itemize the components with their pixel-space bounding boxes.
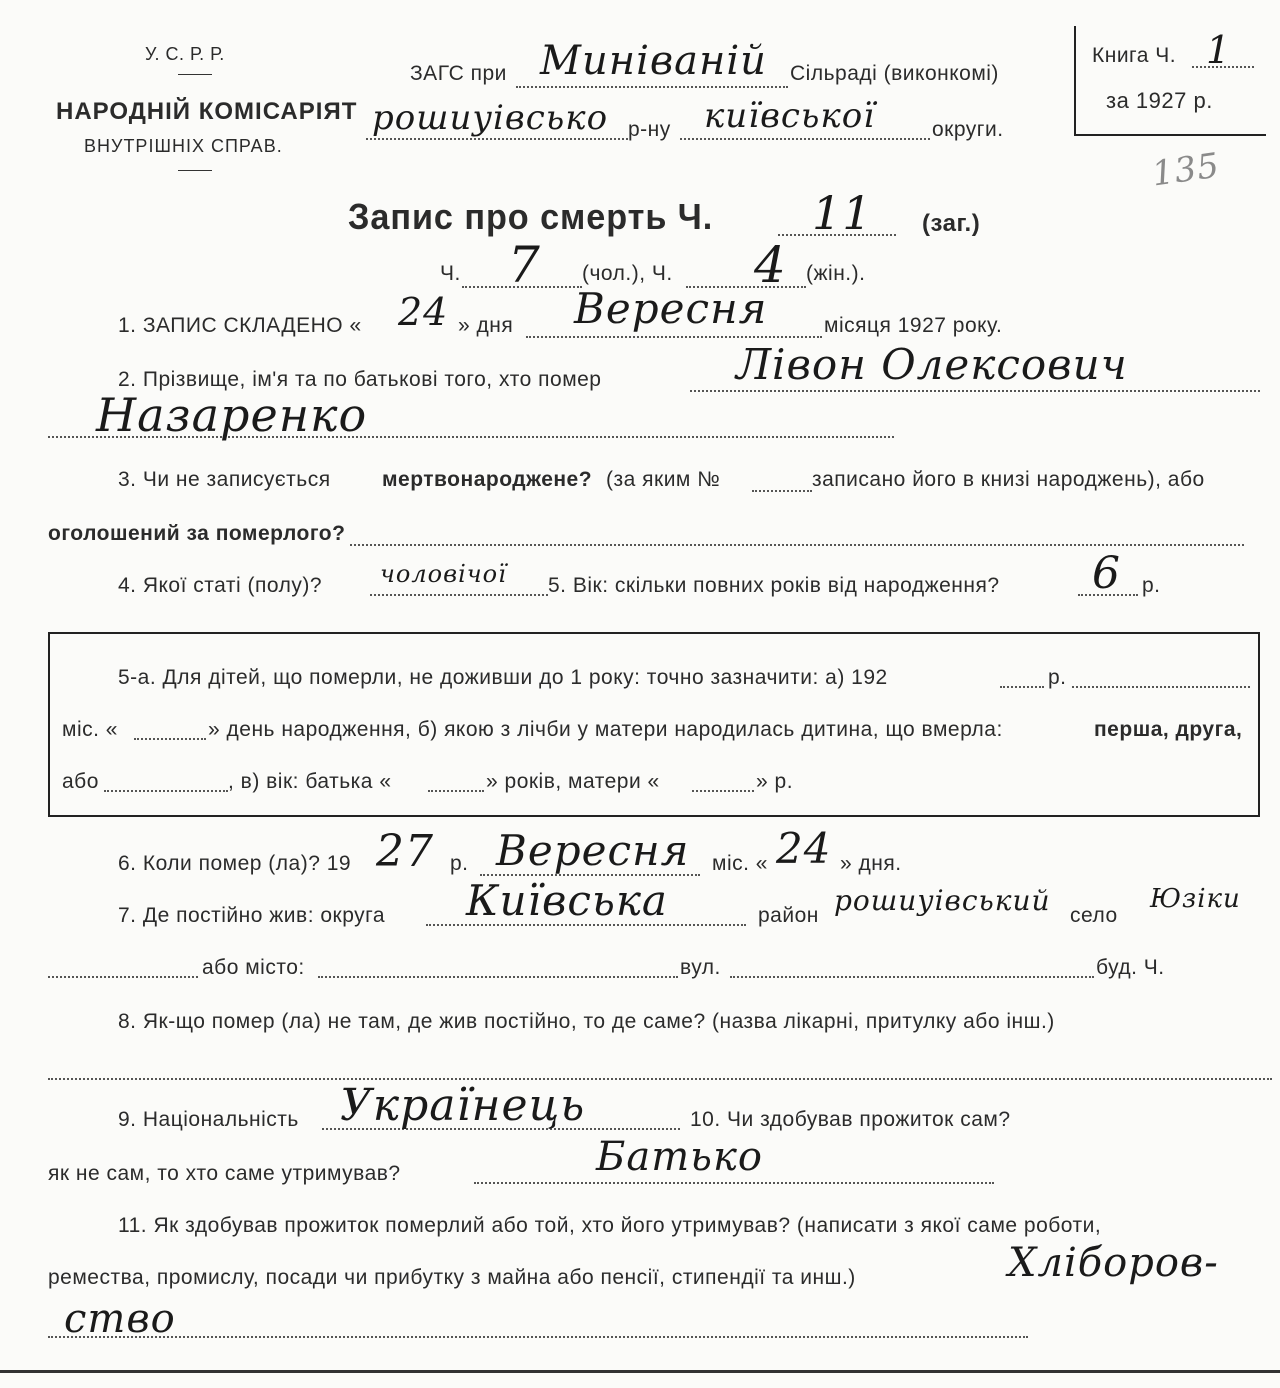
item11-handwritten-2: ство xyxy=(64,1296,176,1342)
item3-number-line xyxy=(752,490,812,492)
item11-line1: 11. Як здобував прожиток померлий або той, хто його утримував? (написати з якої саме роботи, xyxy=(118,1214,1102,1237)
item7-label: 7. Де постійно жив: округа xyxy=(118,904,386,927)
item2-name-line xyxy=(690,390,1260,392)
header-divider-2 xyxy=(178,170,212,171)
item10-question-b: як не сам, то хто саме утримував? xyxy=(48,1162,401,1185)
book-label: Книга Ч. xyxy=(1092,44,1177,67)
item2-name-handwritten: Лівон Олексович xyxy=(736,340,1128,389)
book-number-handwritten: 1 xyxy=(1206,28,1232,72)
item5a-line1-tail xyxy=(1072,686,1250,688)
item7-village-label: село xyxy=(1070,904,1118,927)
item8-line xyxy=(48,1078,1272,1080)
item1-month-line xyxy=(526,336,822,338)
item3-declared: оголошений за померлого? xyxy=(48,522,346,545)
item6-day-handwritten: 24 xyxy=(776,824,832,873)
item3-declared-line xyxy=(350,544,1244,546)
title-female-handwritten: 4 xyxy=(754,236,787,294)
item10-support-line xyxy=(474,1182,994,1184)
item5a-or-line xyxy=(104,790,228,792)
bottom-rule xyxy=(0,1370,1280,1373)
book-year: за 1927 р. xyxy=(1106,88,1213,113)
zags-okruga-line xyxy=(680,138,930,140)
item5a-line3-a: або xyxy=(62,770,99,793)
item11-line2: ремества, промислу, посади чи прибутку з майна або пенсії, стипендії та инш.) xyxy=(48,1266,856,1289)
item11-handwritten-1: Хліборов- xyxy=(1008,1240,1219,1286)
item4-label: 4. Якої статі (полу)? xyxy=(118,574,323,597)
item4-sex-handwritten: чоловічої xyxy=(380,560,507,588)
item5a-line2-a: міс. « xyxy=(62,718,118,741)
item2-label: 2. Прізвище, ім'я та по батькові того, хто помер xyxy=(118,368,602,391)
header-ussr: У. С. Р. Р. xyxy=(145,44,225,64)
item5a-line2-c: перша, друга, xyxy=(1094,718,1243,741)
item9-nat-handwritten: Українець xyxy=(340,1080,586,1131)
item5a-mother-line xyxy=(692,790,754,792)
item1-label: 1. ЗАПИС СКЛАДЕНО « xyxy=(118,314,362,337)
page-title: Запис про смерть Ч. xyxy=(348,196,714,237)
item3-text2: (за яким № xyxy=(606,468,721,491)
zags-raion-line xyxy=(366,138,628,140)
item6-label: 6. Коли помер (ла)? 19 xyxy=(118,852,352,875)
zags-raion-label: р-ну xyxy=(628,118,671,141)
item7-line2-a xyxy=(48,976,198,978)
item7-raion-handwritten: рошиуівський xyxy=(834,884,1051,917)
item7-village-handwritten: Юзіки xyxy=(1150,884,1241,914)
item9-label: 9. Національність xyxy=(118,1108,299,1131)
header-divider xyxy=(178,74,212,75)
item1-tail: місяця 1927 року. xyxy=(824,314,1003,337)
item6-year-handwritten: 27 xyxy=(376,826,434,877)
zags-okruga-label: округи. xyxy=(932,118,1004,141)
zags-village-handwritten: Миніваній xyxy=(540,38,767,84)
zags-prefix: ЗАГС при xyxy=(410,62,507,85)
title-total-label: (заг.) xyxy=(922,210,981,237)
header-internal-affairs: ВНУТРІШНІХ СПРАВ. xyxy=(84,136,283,156)
item6-mis: міс. « xyxy=(712,852,768,875)
item7-street-line xyxy=(730,976,1094,978)
item7-street-label: вул. xyxy=(680,956,721,979)
item5a-line3-b: , в) вік: батька « xyxy=(228,770,392,793)
item3-stillborn: мертвонароджене? xyxy=(382,468,593,491)
item6-r: р. xyxy=(450,852,469,875)
item3-text3: записано його в книзі народжень), або xyxy=(812,468,1205,491)
item5a-line1: 5-а. Для дітей, що померли, не доживши до 1 року: точно зазначити: а) 192 xyxy=(118,666,888,689)
item5a-year-line xyxy=(1000,686,1044,688)
item10-question: 10. Чи здобував прожиток сам? xyxy=(690,1108,1011,1131)
item5-age-handwritten: 6 xyxy=(1092,548,1121,599)
item8-label: 8. Як-що помер (ла) не там, де жив постійно, то де саме? (назва лікарні, притулку або інш.) xyxy=(118,1010,1055,1033)
item7-city-label: або місто: xyxy=(202,956,305,979)
item1-month-handwritten: Вересня xyxy=(574,284,768,333)
item5a-line3-c: » років, матери « xyxy=(486,770,660,793)
zags-okruga-handwritten: київської xyxy=(704,96,876,136)
header-commissariat: НАРОДНІЙ КОМІСАРІЯТ xyxy=(56,98,358,125)
item7-raion-label: район xyxy=(758,904,819,927)
item6-month-handwritten: Вересня xyxy=(496,826,690,875)
zags-raion-handwritten: рошиуівсько xyxy=(372,98,609,138)
item5a-father-line xyxy=(428,790,484,792)
title-male-handwritten: 7 xyxy=(508,236,541,294)
item10-support-handwritten: Батько xyxy=(596,1134,763,1180)
item5-age-label: 5. Вік: скільки повних років від народження? xyxy=(548,574,1000,597)
zags-suffix: Сільраді (виконкомі) xyxy=(790,62,999,85)
item7-house-label: буд. Ч. xyxy=(1096,956,1165,979)
item7-city-line xyxy=(318,976,678,978)
item1-day-label: » дня xyxy=(458,314,514,337)
item7-okruga-handwritten: Київська xyxy=(466,876,668,925)
title-number-handwritten: 11 xyxy=(812,186,873,240)
title-male-label: (чол.), Ч. xyxy=(582,262,673,285)
item2-surname-handwritten: Назаренко xyxy=(96,388,368,442)
item4-sex-line xyxy=(370,594,548,596)
item5a-line3-d: » р. xyxy=(756,770,794,793)
zags-village-line xyxy=(516,86,788,88)
item3-text1: 3. Чи не записується xyxy=(118,468,331,491)
item5a-line1-end: р. xyxy=(1048,666,1067,689)
book-box xyxy=(1074,26,1266,136)
title-ch: Ч. xyxy=(440,262,461,285)
item5a-line2-b: » день народження, б) якою з лічби у матери народилась дитина, що вмерла: xyxy=(208,718,1003,741)
item11-line xyxy=(48,1336,1028,1338)
item5-age-unit: р. xyxy=(1142,574,1161,597)
archive-mark: 135 xyxy=(1149,145,1223,195)
item5a-month-line xyxy=(134,738,206,740)
title-female-label: (жін.). xyxy=(806,262,866,285)
item1-day-handwritten: 24 xyxy=(398,290,449,334)
item6-tail: » дня. xyxy=(840,852,902,875)
